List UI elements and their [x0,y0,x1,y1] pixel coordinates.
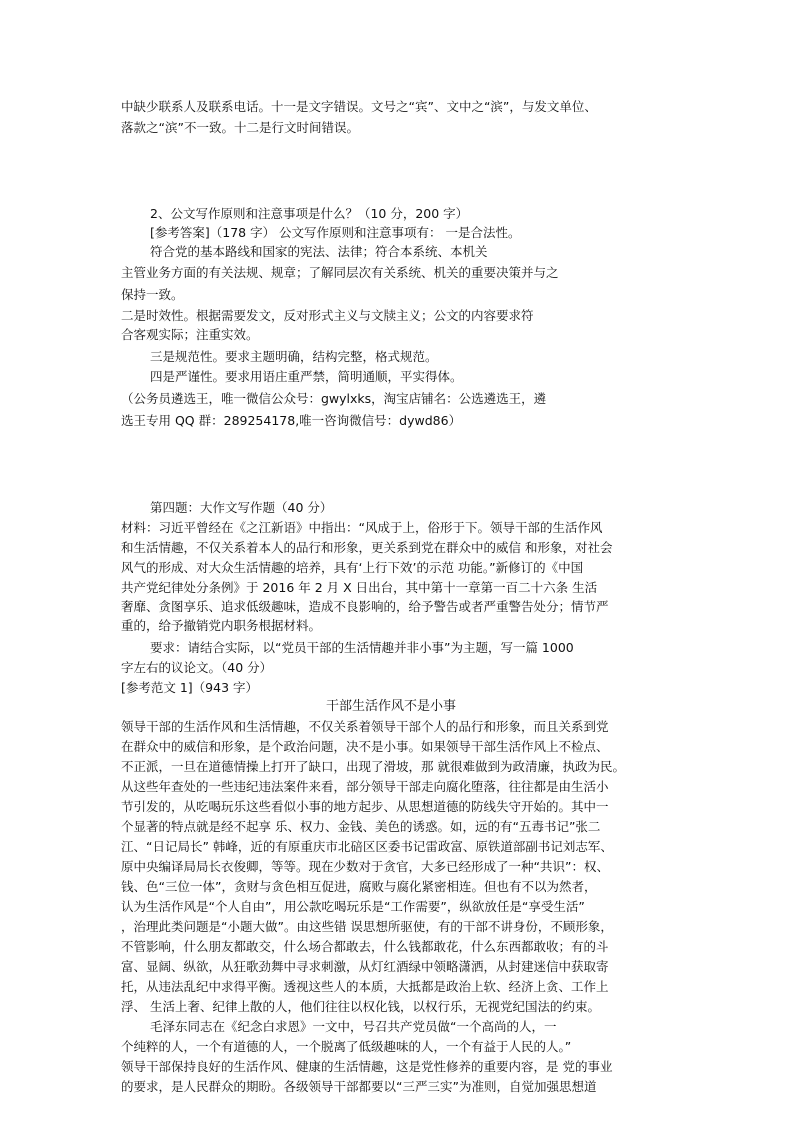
text-line: ，治理此类问题是“小题大做”。由这些错 误思想所驱使，有的干部不讲身份，不顾形象， [121,919,613,934]
text-line: （公务员遴选王，唯一微信公众号：gwylxks，淘宝店铺名：公选遴选王，遴 [121,391,547,406]
text-line: 要求：请结合实际，以“党员干部的生活情趣并非小事”为主题，写一篇 1000 [150,640,574,655]
question-heading: 2、公文写作原则和注意事项是什么？（10 分，200 字） [150,206,469,221]
question-heading: 第四题：大作文写作题（40 分） [150,500,333,515]
text-line: [参考答案]（178 字） 公文写作原则和注意事项有： 一是合法性。 [150,225,521,240]
text-line: 奢靡、贪图享乐、追求低级趣味，造成不良影响的，给予警告或者严重警告处分；情节严 [121,599,609,614]
text-line: 落款之“滨”不一致。十二是行文时间错误。 [121,120,359,135]
text-line: 字左右的议论文。（40 分） [121,660,273,675]
text-line: 选王专用 QQ 群：289254178,唯一咨询微信号：dywd86） [121,413,462,428]
essay-title: 干部生活作风不是小事 [326,699,457,714]
text-line: 浮、 生活上奢、纪律上散的人，他们往往以权化钱，以权行乐，无视党纪国法的约束。 [121,999,600,1014]
text-line: 风气的形成、对大众生活情趣的培养，具有‘上行下效’的示范 功能。”新修订的《中国 [121,560,584,575]
text-line: 二是时效性。根据需要发文，反对形式主义与文牍主义；公文的内容要求符 [121,308,534,323]
text-line: 领导干部保持良好的生活作风、健康的生活情趣，这是党性修养的重要内容，是 党的事业 [121,1059,613,1074]
text-line: 认为生活作风是“个人自由”，用公款吃喝玩乐是“工作需要”，纵欲放任是“享受生活” [121,899,585,914]
text-line: 和生活情趣，不仅关系着本人的品行和形象，更关系到党在群众中的威信 和形象，对社会 [121,540,613,555]
text-line: 江、“日记局长” 韩峰，近的有原重庆市北碚区区委书记雷政富、原铁道部副书记刘志军、 [121,839,613,854]
text-line: 的要求，是人民群众的期盼。各级领导干部都要以“三严三实”为准则，自觉加强思想道 [121,1079,597,1094]
text-line: 三是规范性。要求主题明确，结构完整，格式规范。 [150,349,438,364]
text-line: 个显著的特点就是经不起享 乐、权力、金钱、美色的诱惑。如，远的有“五毒书记”张二 [121,819,601,834]
text-line: 共产党纪律处分条例》于 2016 年 2 月 X 日出台，其中第十一章第一百二十六条 生活 [121,580,598,595]
text-line: 原中央编译局局长衣俊卿，等等。现在少数对于贪官，大多已经形成了一种“共识”：权、 [121,859,609,874]
text-line: 领导干部的生活作风和生活情趣，不仅关系着领导干部个人的品行和形象，而且关系到党 [121,719,609,734]
text-line: 个纯粹的人，一个有道德的人，一个脱离了低级趣味的人，一个有益于人民的人。” [121,1039,572,1054]
text-line: 从这些年查处的一些违纪违法案件来看，部分领导干部走向腐化堕落，往往都是由生活小 [121,779,609,794]
text-line: 不正派，一旦在道德情操上打开了缺口，出现了滑坡，那 就很难做到为政清廉，执政为民。 [121,759,625,774]
text-line: 节引发的，从吃喝玩乐这些看似小事的地方起步、从思想道德的防线失守开始的。其中一 [121,799,609,814]
text-line: 毛泽东同志在《纪念白求恩》一文中，号召共产党员做“一个高尚的人，一 [150,1019,557,1034]
text-line: 符合党的基本路线和国家的宪法、法律；符合本系统、本机关 [150,244,488,259]
text-line: 主管业务方面的有关法规、规章；了解同层次有关系统、机关的重要决策并与之 [121,265,559,280]
text-line: 四是严谨性。要求用语庄重严禁，简明通顺，平实得体。 [150,369,463,384]
text-line: 不管影响，什么朋友都敢交，什么场合都敢去，什么钱都敢花，什么东西都敢收；有的斗 [121,939,609,954]
text-line: 富、显阔、纵欲，从狂歌劲舞中寻求刺激，从灯红酒绿中领略潇洒，从封建迷信中获取寄 [121,959,609,974]
text-line: 钱、色“三位一体”，贪财与贪色相互促进，腐败与腐化紧密相连。但也有不以为然者， [121,879,597,894]
text-line: 重的，给予撤销党内职务根据材料。 [121,618,322,633]
text-line: 合客观实际；注重实效。 [121,327,259,342]
text-line: [参考范文 1]（943 字） [121,680,259,695]
text-line: 托，从违法乱纪中求得平衡。透视这些人的本质，大抵都是政治上软、经济上贪、工作上 [121,979,609,994]
text-line: 中缺少联系人及联系电话。十一是文字错误。文号之“宾”、文中之“滨”，与发文单位、 [121,99,597,114]
text-line: 材料：习近平曾经在《之江新语》中指出：“风成于上，俗形于下。领导干部的生活作风 [121,520,603,535]
text-line: 保持一致。 [121,287,184,302]
text-line: 在群众中的威信和形象，是个政治问题，决不是小事。如果领导干部生活作风上不检点、 [121,739,609,754]
